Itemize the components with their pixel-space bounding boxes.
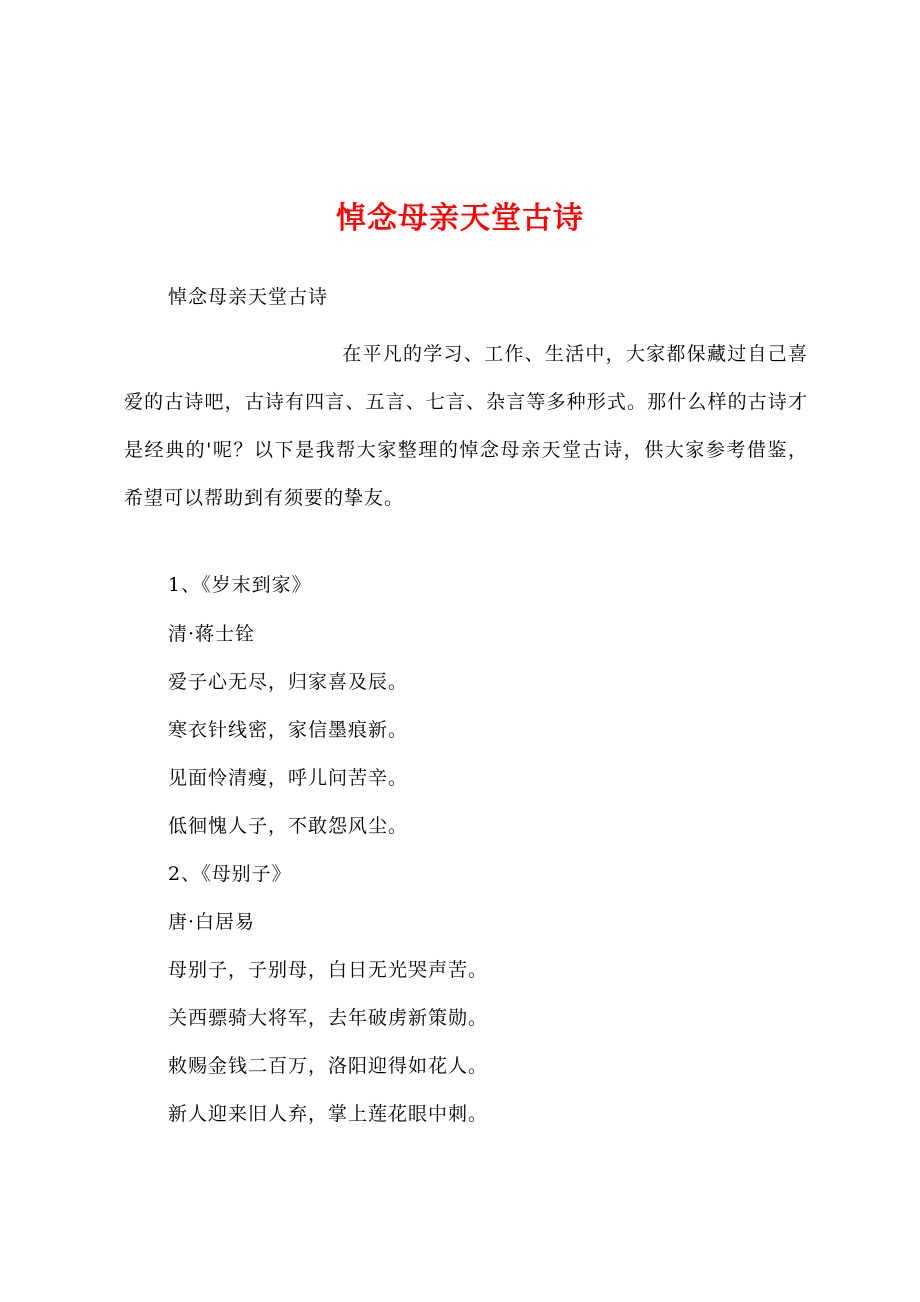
poem-1-author: 清·蒋士铨 [168,623,256,645]
poem-1-line-1: 爱子心无尽，归家喜及辰。 [168,671,409,693]
poem-2-line-1: 母别子，子别母，白日无光哭声苦。 [168,959,489,981]
poem-2-line-4: 新人迎来旧人弃，掌上莲花眼中刺。 [168,1103,489,1125]
poem-2-line-3: 敕赐金钱二百万，洛阳迎得如花人。 [168,1055,489,1077]
intro-text: 在平凡的学习、工作、生活中，大家都保藏过自己喜爱的古诗吧，古诗有四言、五言、七言、杂言等多种形式。那什么样的古诗才是经典的'呢？以下是我帮大家整理的悼念母亲天堂古诗，供大家参考借鉴，希望可以帮助到有须要的挚友。 [124,343,808,509]
poem-2-heading: 2、《母别子》 [168,863,292,885]
intro-paragraph [124,330,808,522]
poem-2-author: 唐·白居易 [168,911,256,933]
poem-1-line-2: 寒衣针线密，家信墨痕新。 [168,719,409,741]
document-title: 悼念母亲天堂古诗 [336,201,584,236]
poem-1-line-4: 低徊愧人子，不敢怨风尘。 [168,815,409,837]
poem-1-heading: 1、《岁末到家》 [168,574,312,596]
document-subtitle: 悼念母亲天堂古诗 [168,286,329,308]
poem-2-line-2: 关西骠骑大将军，去年破虏新策勋。 [168,1007,489,1029]
poem-1-line-3: 见面怜清瘦，呼儿问苦辛。 [168,767,409,789]
